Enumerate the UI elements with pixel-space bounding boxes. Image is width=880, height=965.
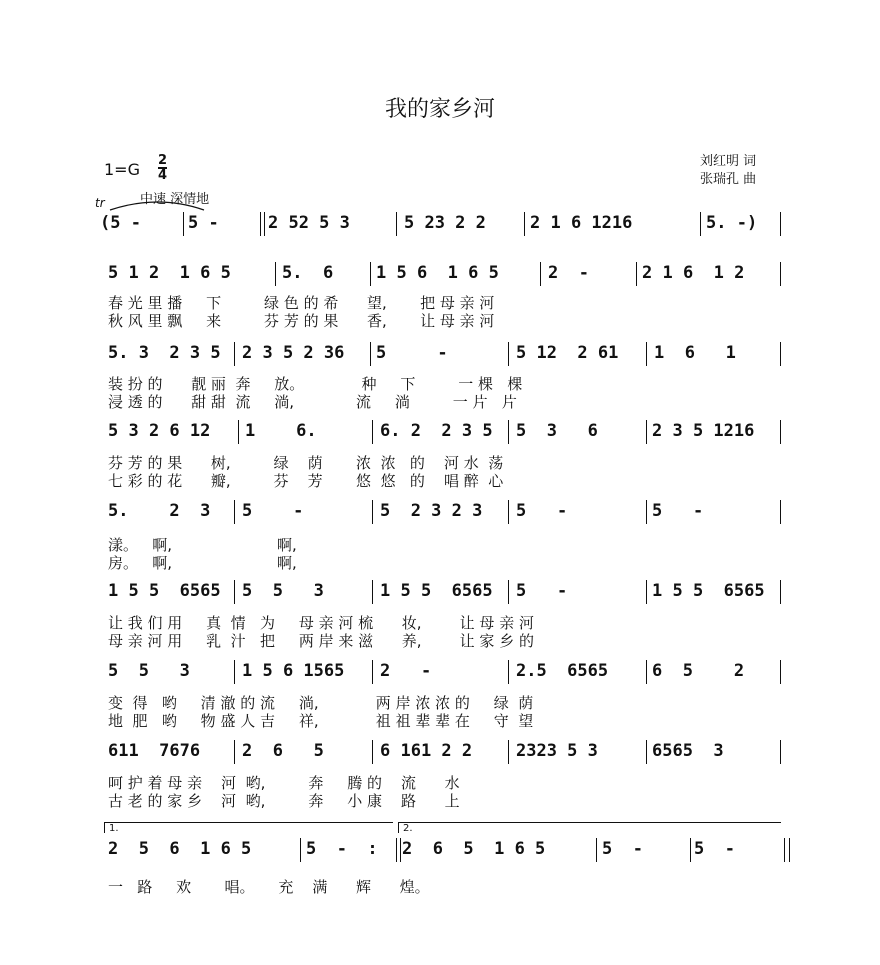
time-signature: [158, 154, 167, 182]
measure-notes: 5 -: [694, 839, 735, 859]
bar-line: [780, 660, 781, 684]
measure-notes: 1 5 6 1 6 5: [376, 263, 499, 283]
measure-notes: 5. 6: [282, 263, 334, 283]
measure-notes: 1 5 5 6565: [652, 581, 765, 601]
measure-notes: 2.5 6565: [516, 661, 609, 681]
measure-notes: (5 -: [100, 213, 141, 233]
bar-line: [524, 212, 525, 236]
intro-slur: [108, 198, 208, 212]
measure-notes: 5. 2 3: [108, 501, 211, 521]
bar-line: [789, 838, 790, 862]
measure-notes: 5 -: [516, 581, 568, 601]
score-line: [0, 740, 880, 766]
measure-notes: 5. -): [706, 213, 758, 233]
bar-line: [690, 838, 691, 862]
measure-notes: 5 - :: [306, 839, 378, 859]
bar-line: [372, 740, 373, 764]
measure-notes: 6565 3: [652, 741, 724, 761]
score-line: [0, 838, 880, 864]
bar-line: [646, 420, 647, 444]
time-denominator: 4: [158, 168, 168, 183]
composer-credit: 张瑞孔 曲: [700, 172, 757, 187]
measure-notes: 2 52 5 3: [268, 213, 350, 233]
measure-notes: 5 23 2 2: [404, 213, 486, 233]
measure-notes: 5 -: [242, 501, 304, 521]
bar-line: [784, 838, 785, 862]
bar-line: [508, 500, 509, 524]
lyric-line: 装 扮 的 靓 丽 奔 放。 种 下 一 棵 棵: [108, 375, 523, 393]
lyric-line: 漾。 啊, 啊,: [108, 536, 297, 554]
bar-line: [400, 838, 401, 862]
lyric-line: 秋 风 里 飘 来 芬 芳 的 果 香, 让 母 亲 河: [108, 312, 495, 330]
bar-line: [646, 580, 647, 604]
bar-line: [370, 262, 371, 286]
bar-line: [780, 420, 781, 444]
bar-line: [275, 262, 276, 286]
bar-line: [234, 342, 235, 366]
bar-line: [780, 342, 781, 366]
bar-line: [508, 420, 509, 444]
measure-notes: 6. 2 2 3 5: [380, 421, 493, 441]
measure-notes: 1 5 5 6565: [380, 581, 493, 601]
measure-notes: 5 2 3 2 3: [380, 501, 483, 521]
measure-notes: 1 6 1: [654, 343, 736, 363]
bar-line: [372, 500, 373, 524]
lyric-line: 古 老 的 家 乡 河 哟, 奔 小 康 路 上: [108, 792, 460, 810]
bar-line: [372, 420, 373, 444]
lyric-line: 变 得 哟 清 澈 的 流 淌, 两 岸 浓 浓 的 绿 荫: [108, 694, 534, 712]
lyric-line: 七 彩 的 花 瓣, 芬 芳 悠 悠 的 唱 醉 心: [108, 472, 504, 490]
bar-line: [234, 580, 235, 604]
bar-line: [260, 212, 261, 236]
bar-line: [234, 660, 235, 684]
score-line: [0, 212, 880, 238]
score-line: [0, 500, 880, 526]
bar-line: [238, 420, 239, 444]
score-line: [0, 580, 880, 606]
lyric-line: 一 路 欢 唱。 充 满 辉 煌。: [108, 878, 430, 896]
bar-line: [234, 500, 235, 524]
lyric-line: 呵 护 着 母 亲 河 哟, 奔 腾 的 流 水: [108, 774, 460, 792]
measure-notes: 2 -: [380, 661, 432, 681]
bar-line: [646, 500, 647, 524]
bar-line: [372, 580, 373, 604]
measure-notes: 5 5 3: [108, 661, 190, 681]
measure-notes: 6 161 2 2: [380, 741, 473, 761]
measure-notes: 5 3 2 6 12: [108, 421, 211, 441]
measure-notes: 2 1 6 1216: [530, 213, 633, 233]
lyricist-credit: 刘红明 词: [700, 154, 757, 169]
tempo-marking: 中速 深情地: [140, 192, 210, 207]
score-line: [0, 420, 880, 446]
measure-notes: 5 1 2 1 6 5: [108, 263, 231, 283]
bar-line: [646, 740, 647, 764]
measure-notes: 1 5 5 6565: [108, 581, 221, 601]
bar-line: [264, 212, 265, 236]
measure-notes: 5 -: [516, 501, 568, 521]
bar-line: [372, 660, 373, 684]
measure-notes: 5 -: [652, 501, 704, 521]
bar-line: [780, 740, 781, 764]
measure-notes: 2 3 5 1216: [652, 421, 755, 441]
key-signature: 1=G: [104, 160, 140, 179]
lyric-line: 芬 芳 的 果 树, 绿 荫 浓 浓 的 河 水 荡: [108, 454, 504, 472]
lyric-line: 母 亲 河 用 乳 汁 把 两 岸 来 滋 养, 让 家 乡 的: [108, 632, 534, 650]
lyric-line: 浸 透 的 甜 甜 流 淌, 流 淌 一 片 片: [108, 393, 517, 411]
bar-line: [396, 212, 397, 236]
measure-notes: 1 5 6 1565: [242, 661, 345, 681]
volta-first: 1.: [104, 822, 393, 833]
lyric-line: 地 肥 哟 物 盛 人 吉 祥, 祖 祖 辈 辈 在 守 望: [108, 712, 534, 730]
bar-line: [396, 838, 397, 862]
bar-line: [780, 262, 781, 286]
bar-line: [508, 580, 509, 604]
measure-notes: 611 7676: [108, 741, 201, 761]
bar-line: [780, 500, 781, 524]
measure-notes: 6 5 2: [652, 661, 745, 681]
trill-mark: tr: [95, 196, 105, 210]
bar-line: [508, 660, 509, 684]
measure-notes: 2 6 5 1 6 5: [402, 839, 546, 859]
score-line: [0, 342, 880, 368]
bar-line: [183, 212, 184, 236]
measure-notes: 5. 3 2 3 5: [108, 343, 221, 363]
measure-notes: 2 6 5: [242, 741, 324, 761]
measure-notes: 5 -: [188, 213, 219, 233]
measure-notes: 5 3 6: [516, 421, 598, 441]
bar-line: [508, 342, 509, 366]
measure-notes: 2 5 6 1 6 5: [108, 839, 252, 859]
bar-line: [234, 740, 235, 764]
bar-line: [636, 262, 637, 286]
bar-line: [596, 838, 597, 862]
bar-line: [300, 838, 301, 862]
bar-line: [646, 342, 647, 366]
measure-notes: 2 3 5 2 36: [242, 343, 345, 363]
measure-notes: 1 6.: [245, 421, 317, 441]
bar-line: [540, 262, 541, 286]
bar-line: [370, 342, 371, 366]
score-title: 我的家乡河: [384, 97, 495, 122]
bar-line: [646, 660, 647, 684]
lyric-line: 让 我 们 用 真 情 为 母 亲 河 梳 妆, 让 母 亲 河: [108, 614, 534, 632]
bar-line: [700, 212, 701, 236]
measure-notes: 2 1 6 1 2: [642, 263, 745, 283]
bar-line: [780, 212, 781, 236]
bar-line: [780, 580, 781, 604]
time-numerator: 2: [158, 153, 168, 168]
measure-notes: 5 -: [602, 839, 643, 859]
lyric-line: 春 光 里 播 下 绿 色 的 希 望, 把 母 亲 河: [108, 294, 495, 312]
measure-notes: 2323 5 3: [516, 741, 598, 761]
measure-notes: 5 5 3: [242, 581, 324, 601]
lyric-line: 房。 啊, 啊,: [108, 554, 297, 572]
measure-notes: 5 -: [376, 343, 448, 363]
score-line: [0, 660, 880, 686]
bar-line: [508, 740, 509, 764]
measure-notes: 5 12 2 61: [516, 343, 619, 363]
measure-notes: 2 -: [548, 263, 589, 283]
score-line: [0, 262, 880, 288]
volta-second: 2.: [398, 822, 781, 833]
